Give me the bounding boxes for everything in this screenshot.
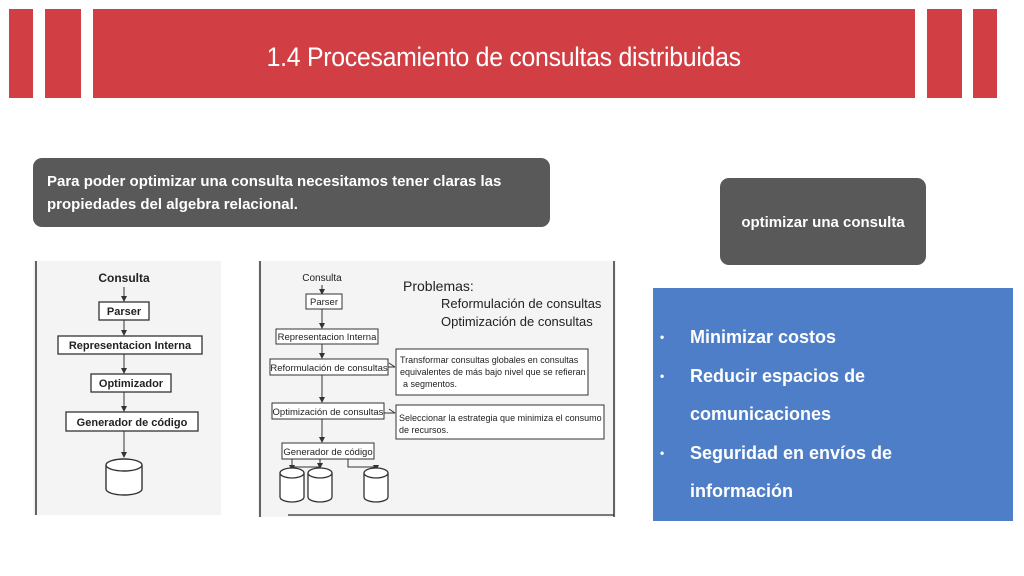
problem-optimization: Optimización de consultas (441, 314, 593, 329)
internal-representation-label: Representacion Interna (68, 340, 192, 352)
reformulation-callout-line: equivalentes de más bajo nivel que se refieran (400, 367, 586, 377)
goal-text: Seguridad en envíos de información (690, 442, 893, 501)
header-accent-bar-right-1 (927, 9, 962, 98)
reformulation-callout-line: a segmentos. (403, 379, 458, 389)
goal-item (660, 434, 997, 511)
bullet-icon: • (660, 368, 665, 383)
bullet-icon: • (660, 445, 665, 460)
header-accent-bar-left-1 (9, 9, 33, 98)
internal-representation-label: Representacion Interna (277, 332, 377, 343)
intro-note-text: Para poder optimizar una consulta necesitamos tener claras las propiedades del algebra relacional. (47, 173, 502, 213)
flow-start-label: Consulta (302, 273, 342, 284)
goals-box (653, 288, 1013, 521)
goal-text: Reducir espacios de comunicaciones (690, 365, 866, 424)
goal-text: Minimizar costos (690, 327, 837, 347)
title-bar (93, 9, 915, 98)
goal-item (660, 318, 997, 357)
goals-list (660, 318, 997, 511)
problem-reformulation: Reformulación de consultas (441, 296, 602, 311)
optimizer-label: Optimizador (98, 378, 164, 390)
optimization-callout-line: Seleccionar la estrategia que minimiza el consumo (399, 413, 602, 423)
header-accent-bar-left-2 (45, 9, 81, 98)
reformulation-label: Reformulación de consultas (270, 363, 388, 374)
database-icon (106, 459, 142, 495)
database-icon (364, 468, 388, 502)
code-generator-label: Generador de código (76, 417, 188, 429)
database-icon (280, 468, 304, 502)
goal-item (660, 357, 997, 434)
parser-label: Parser (310, 297, 338, 308)
query-flow-diagram (33, 261, 221, 515)
flow-start-label: Consulta (98, 271, 150, 285)
database-icon (308, 468, 332, 502)
optimize-query-text: optimizar una consulta (741, 214, 905, 231)
header-accent-bar-right-2 (973, 9, 997, 98)
optimization-label: Optimización de consultas (272, 407, 384, 418)
distributed-query-flow-diagram (258, 261, 616, 517)
bullet-icon: • (660, 330, 665, 344)
optimize-query-label (720, 178, 926, 265)
reformulation-callout-line: Transformar consultas globales en consultas (400, 355, 579, 365)
problems-title: Problemas: (403, 278, 474, 294)
parser-label: Parser (106, 306, 142, 318)
code-generator-label: Generador de código (283, 447, 373, 458)
intro-note (33, 158, 550, 227)
slide-title: 1.4 Procesamiento de consultas distribuidas (266, 42, 742, 72)
optimization-callout-line: de recursos. (399, 425, 449, 435)
